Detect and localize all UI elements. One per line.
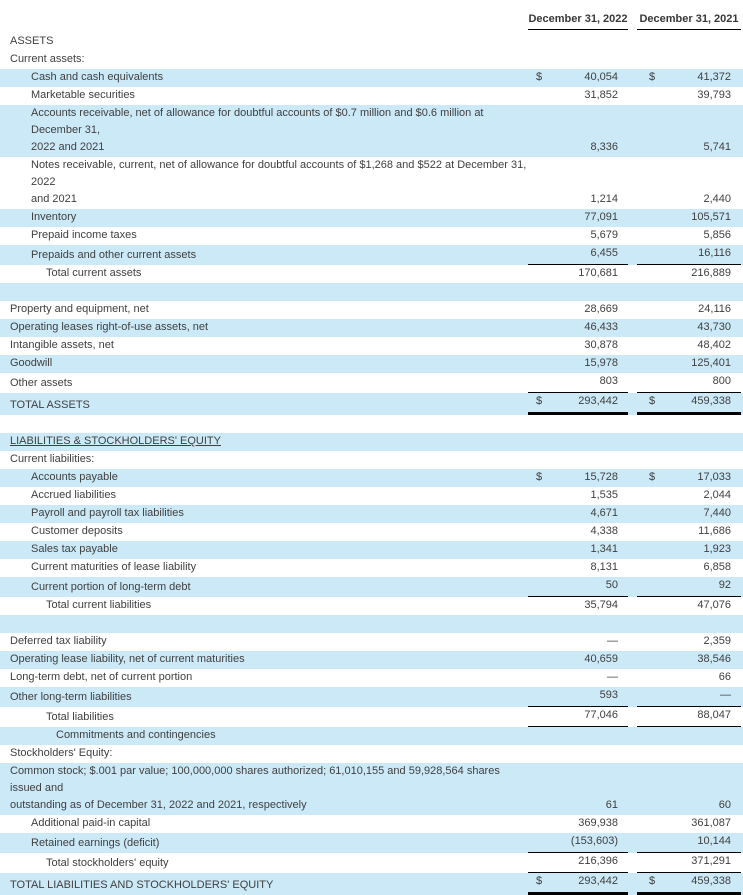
row-label: Common stock; $.001 par value; 100,000,000 shares authorized; 61,010,155 and 59,928,564 shares issued and outstanding as of December 31, 2022 and 2021, respectively [10, 765, 500, 811]
table-row [0, 157, 743, 209]
row-label: Commitments and contingencies [56, 729, 216, 741]
cell-value: 2,359 [703, 635, 731, 647]
table-row [0, 853, 743, 873]
value-group [528, 319, 628, 337]
value-group [637, 707, 741, 727]
currency-symbol [528, 209, 548, 226]
currency-symbol [637, 833, 657, 850]
cell-value: 459,338 [691, 875, 731, 887]
value-group [528, 541, 628, 559]
row-label: Sales tax payable [31, 543, 118, 555]
row-label: ASSETS [10, 35, 54, 47]
value-group [528, 577, 628, 597]
value-group [637, 245, 741, 265]
table-row [0, 597, 743, 615]
currency-symbol [528, 633, 548, 650]
value-group [637, 191, 741, 209]
currency-symbol [637, 815, 657, 832]
cell-value: 10,144 [697, 835, 731, 847]
table-row [0, 69, 743, 87]
table-row [0, 727, 743, 745]
value-group [637, 597, 741, 615]
cell-value: 47,076 [697, 599, 731, 611]
cell-value: 43,730 [697, 321, 731, 333]
currency-symbol [528, 191, 548, 208]
cell-value: 800 [712, 375, 731, 387]
row-label: Accounts payable [31, 471, 118, 483]
row-label: Total current liabilities [46, 599, 152, 611]
spacer-row [0, 615, 743, 633]
value-group [528, 469, 628, 487]
value-group [637, 577, 741, 597]
currency-symbol: $ [649, 471, 656, 483]
currency-symbol [637, 87, 657, 104]
value-group [637, 815, 741, 833]
row-label: Current maturities of lease liability [31, 561, 197, 573]
value-group [637, 633, 741, 651]
row-label: Operating lease liability, net of current maturities [10, 653, 245, 665]
currency-symbol [528, 487, 548, 504]
cell-value: 803 [599, 375, 618, 387]
row-label: Current assets: [10, 53, 85, 65]
cell-value: 1,923 [703, 543, 731, 555]
table-row [0, 337, 743, 355]
table-row [0, 763, 743, 815]
currency-symbol [528, 337, 548, 354]
cell-value: 50 [605, 579, 618, 591]
currency-symbol [637, 301, 657, 318]
cell-value: 371,291 [691, 855, 731, 867]
row-label [10, 283, 741, 301]
row-label: Intangible assets, net [10, 339, 114, 351]
row-label: Long-term debt, net of current portion [10, 671, 193, 683]
cell-value: 66 [718, 671, 731, 683]
value-group [637, 651, 741, 669]
currency-symbol [637, 559, 657, 576]
currency-symbol [528, 265, 548, 282]
table-row [0, 319, 743, 337]
currency-symbol: $ [536, 471, 543, 483]
row-label: Inventory [31, 211, 77, 223]
cell-value: 369,938 [578, 817, 618, 829]
table-row [0, 451, 743, 469]
cell-value: 293,442 [578, 395, 618, 407]
row-label: Notes receivable, current, net of allowance for doubtful accounts of $1,268 and $522 at December 31, 2022 and 2021 [31, 159, 527, 205]
value-group [637, 541, 741, 559]
currency-symbol [637, 707, 657, 724]
currency-symbol [528, 373, 548, 390]
row-label: Other long-term liabilities [10, 691, 132, 703]
cell-value: 125,401 [691, 357, 731, 369]
row-label: Total liabilities [46, 711, 114, 723]
cell-value: 48,402 [697, 339, 731, 351]
currency-symbol [637, 227, 657, 244]
row-label: Customer deposits [31, 525, 123, 537]
currency-symbol [637, 797, 657, 814]
value-group [528, 337, 628, 355]
cell-value: 17,033 [697, 471, 731, 483]
value-group [637, 393, 741, 415]
cell-value: 61 [605, 799, 618, 811]
row-label: Stockholders' Equity: [10, 747, 113, 759]
row-label: LIABILITIES & STOCKHOLDERS' EQUITY [10, 435, 221, 447]
table-row [0, 541, 743, 559]
row-label: Accrued liabilities [31, 489, 116, 501]
value-group [528, 833, 628, 853]
table-row [0, 745, 743, 763]
currency-symbol [528, 559, 548, 576]
value-group [528, 227, 628, 245]
table-row [0, 523, 743, 541]
cell-value: 2,044 [703, 489, 731, 501]
currency-symbol [528, 355, 548, 372]
currency-symbol [528, 651, 548, 668]
cell-value: 30,878 [584, 339, 618, 351]
currency-symbol: $ [649, 395, 656, 407]
value-group [637, 853, 741, 873]
cell-value: 1,214 [590, 193, 618, 205]
row-label [10, 415, 741, 433]
value-group [528, 373, 628, 393]
currency-symbol [528, 139, 548, 156]
row-label: Goodwill [10, 357, 53, 369]
currency-symbol [637, 355, 657, 372]
currency-symbol [637, 191, 657, 208]
table-row [0, 687, 743, 707]
cell-value: 15,728 [584, 471, 618, 483]
cell-value: 15,978 [584, 357, 618, 369]
cell-value: 35,794 [584, 599, 618, 611]
cell-value: 2,440 [703, 193, 731, 205]
cell-value: 41,372 [697, 71, 731, 83]
value-group [637, 523, 741, 541]
value-group [637, 687, 741, 707]
cell-value: — [607, 671, 618, 683]
cell-value: 92 [718, 579, 731, 591]
cell-value: 5,741 [703, 141, 731, 153]
value-group [528, 633, 628, 651]
currency-symbol [528, 87, 548, 104]
cell-value: — [720, 689, 731, 701]
value-group [637, 319, 741, 337]
currency-symbol: $ [649, 71, 656, 83]
value-group [528, 651, 628, 669]
row-label: Total current assets [46, 267, 142, 279]
cell-value: 5,856 [703, 229, 731, 241]
cell-value: 216,889 [691, 267, 731, 279]
currency-symbol [528, 245, 548, 262]
cell-value: 40,659 [584, 653, 618, 665]
value-group [637, 265, 741, 283]
table-row [0, 469, 743, 487]
row-label: Current liabilities: [10, 453, 95, 465]
table-row [0, 433, 743, 451]
value-group [637, 505, 741, 523]
table-row [0, 265, 743, 283]
table-row [0, 815, 743, 833]
table-row [0, 707, 743, 727]
currency-symbol [637, 523, 657, 540]
value-group [637, 559, 741, 577]
currency-symbol [637, 687, 657, 704]
value-group [528, 597, 628, 615]
table-row [0, 393, 743, 415]
table-row [0, 559, 743, 577]
currency-symbol [637, 577, 657, 594]
row-label: Cash and cash equivalents [31, 71, 164, 83]
table-row [0, 833, 743, 853]
cell-value: 24,116 [698, 303, 731, 315]
value-group [637, 355, 741, 373]
row-label: Retained earnings (deficit) [31, 837, 160, 849]
table-row [0, 105, 743, 157]
row-label: Additional paid-in capital [31, 817, 151, 829]
cell-value: (153,603) [570, 835, 618, 847]
value-group [637, 873, 741, 895]
currency-symbol [637, 505, 657, 522]
currency-symbol [528, 577, 548, 594]
currency-symbol [528, 505, 548, 522]
cell-value: 40,054 [584, 71, 618, 83]
currency-symbol [637, 597, 657, 614]
cell-value: 31,852 [584, 89, 618, 101]
currency-symbol: $ [536, 71, 543, 83]
currency-symbol [528, 815, 548, 832]
currency-symbol [637, 319, 657, 336]
currency-symbol [528, 541, 548, 558]
value-group [528, 245, 628, 265]
spacer-row [0, 415, 743, 433]
value-group [528, 393, 628, 415]
value-group [637, 373, 741, 393]
value-group [637, 469, 741, 487]
cell-value: 7,440 [703, 507, 731, 519]
cell-value: 4,338 [590, 525, 618, 537]
table-row [0, 51, 743, 69]
table-row [0, 633, 743, 651]
row-label: Payroll and payroll tax liabilities [31, 507, 184, 519]
table-row [0, 669, 743, 687]
value-group [528, 139, 628, 157]
currency-symbol [528, 227, 548, 244]
value-group [528, 265, 628, 283]
value-group [528, 87, 628, 105]
cell-value: 105,571 [691, 211, 731, 223]
value-group [528, 797, 628, 815]
value-group [528, 301, 628, 319]
value-group [637, 227, 741, 245]
currency-symbol [528, 797, 548, 814]
table-row [0, 209, 743, 227]
value-group [637, 833, 741, 853]
value-group [528, 523, 628, 541]
value-group [528, 687, 628, 707]
table-header-row [0, 11, 743, 30]
cell-value: 170,681 [578, 267, 618, 279]
value-group [528, 873, 628, 895]
currency-symbol [528, 319, 548, 336]
column-header-2022: December 31, 2022 [528, 11, 628, 30]
value-group [528, 815, 628, 833]
currency-symbol [637, 651, 657, 668]
cell-value: 293,442 [578, 875, 618, 887]
table-row [0, 227, 743, 245]
value-group [637, 487, 741, 505]
value-group [528, 487, 628, 505]
cell-value: 6,455 [590, 247, 618, 259]
currency-symbol [528, 597, 548, 614]
row-label: Total stockholders' equity [46, 857, 169, 869]
row-label: Operating leases right-of-use assets, net [10, 321, 209, 333]
row-label: Property and equipment, net [10, 303, 149, 315]
cell-value: 46,433 [584, 321, 618, 333]
currency-symbol [528, 687, 548, 704]
row-label: Marketable securities [31, 89, 135, 101]
table-row [0, 87, 743, 105]
currency-symbol [637, 337, 657, 354]
value-group [528, 559, 628, 577]
value-group [528, 853, 628, 873]
cell-value: 216,396 [578, 855, 618, 867]
cell-value: 28,669 [584, 303, 618, 315]
table-row [0, 873, 743, 895]
cell-value: 361,087 [691, 817, 731, 829]
table-row [0, 505, 743, 523]
cell-value: 8,336 [590, 141, 618, 153]
row-label: Current portion of long-term debt [31, 581, 191, 593]
currency-symbol [637, 265, 657, 282]
currency-symbol [637, 669, 657, 686]
currency-symbol: $ [649, 875, 656, 887]
spacer-row [0, 283, 743, 301]
cell-value: 459,338 [691, 395, 731, 407]
table-row [0, 301, 743, 319]
value-group [637, 337, 741, 355]
cell-value: 1,341 [590, 543, 618, 555]
table-row [0, 487, 743, 505]
value-group [528, 505, 628, 523]
cell-value: 4,671 [590, 507, 618, 519]
currency-symbol [637, 209, 657, 226]
currency-symbol [528, 833, 548, 850]
row-label: TOTAL ASSETS [10, 399, 90, 411]
value-group [528, 669, 628, 687]
row-label [10, 615, 741, 633]
value-group [637, 797, 741, 815]
currency-symbol [528, 853, 548, 870]
currency-symbol [637, 633, 657, 650]
cell-value: 77,091 [584, 211, 618, 223]
cell-value: 6,858 [703, 561, 731, 573]
column-header-2021: December 31, 2021 [637, 11, 741, 30]
cell-value: 1,535 [590, 489, 618, 501]
cell-value: — [607, 635, 618, 647]
value-group [528, 69, 628, 87]
currency-symbol: $ [536, 395, 543, 407]
currency-symbol [528, 707, 548, 724]
value-group [637, 69, 741, 87]
cell-value: 88,047 [697, 709, 731, 721]
value-group [637, 209, 741, 227]
value-group [528, 707, 628, 727]
header-spacer [10, 29, 528, 30]
row-label: Prepaids and other current assets [31, 249, 197, 261]
currency-symbol [637, 853, 657, 870]
value-group [637, 87, 741, 105]
value-group [528, 191, 628, 209]
currency-symbol [637, 487, 657, 504]
row-label: Prepaid income taxes [31, 229, 137, 241]
currency-symbol [528, 523, 548, 540]
cell-value: 77,046 [584, 709, 618, 721]
cell-value: 39,793 [697, 89, 731, 101]
cell-value: 16,116 [698, 247, 731, 259]
cell-value: 5,679 [590, 229, 618, 241]
value-group [637, 301, 741, 319]
table-row [0, 245, 743, 265]
currency-symbol [637, 139, 657, 156]
value-group [637, 669, 741, 687]
table-row [0, 577, 743, 597]
table-row [0, 373, 743, 393]
cell-value: 38,546 [697, 653, 731, 665]
value-group [637, 139, 741, 157]
cell-value: 11,686 [698, 525, 731, 537]
cell-value: 60 [718, 799, 731, 811]
row-label: Other assets [10, 377, 73, 389]
currency-symbol: $ [536, 875, 543, 887]
table-row [0, 355, 743, 373]
currency-symbol [528, 301, 548, 318]
row-label: TOTAL LIABILITIES AND STOCKHOLDERS' EQUITY [10, 879, 274, 891]
currency-symbol [637, 541, 657, 558]
table-row [0, 33, 743, 51]
currency-symbol [637, 245, 657, 262]
table-row [0, 651, 743, 669]
row-label: Deferred tax liability [10, 635, 107, 647]
row-label: Accounts receivable, net of allowance for doubtful accounts of $0.7 million and $0.6 million at December 31, 2022 and 2021 [31, 107, 484, 153]
cell-value: 593 [599, 689, 618, 701]
balance-sheet-rows [0, 33, 743, 895]
currency-symbol [528, 669, 548, 686]
value-group [528, 209, 628, 227]
currency-symbol [637, 373, 657, 390]
value-group [528, 355, 628, 373]
cell-value: 8,131 [590, 561, 618, 573]
